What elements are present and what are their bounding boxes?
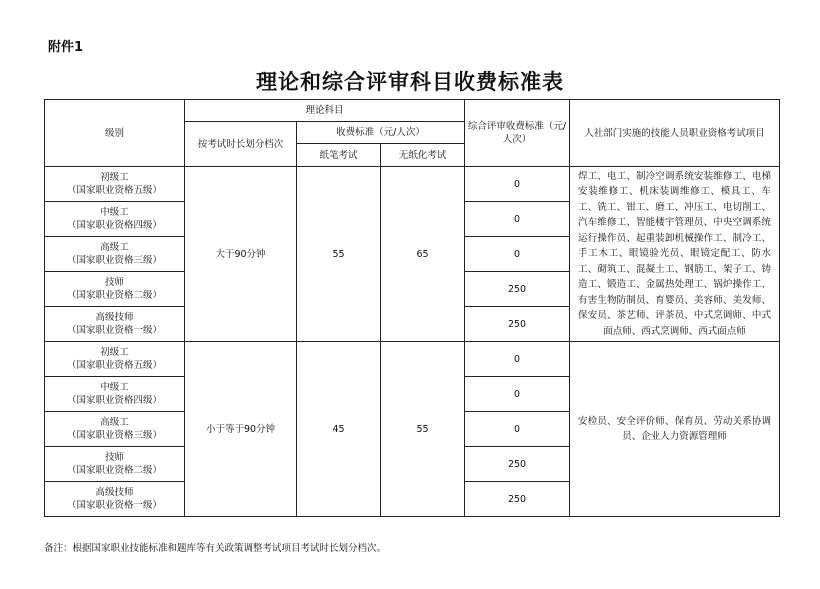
footnote: 备注：根据国家职业技能标准和题库等有关政策调整考试项目考试时长划分档次。 bbox=[44, 543, 387, 554]
header-duration: 按考试时长划分档次 bbox=[185, 122, 297, 167]
jobs-cell: 安检员、安全评价师、保育员、劳动关系协调员、企业人力资源管理师 bbox=[570, 342, 780, 517]
level-cell: 高级技师 （国家职业资格一级） bbox=[45, 307, 185, 342]
header-jobs: 人社部门实施的技能人员职业资格考试项目 bbox=[570, 100, 780, 167]
header-row-1 bbox=[45, 100, 780, 122]
paper-fee-cell: 45 bbox=[297, 342, 381, 517]
jobs-cell: 焊工、电工、制冷空调系统安装维修工、电梯安装维修工、机床装调维修工、模具工、车工、铣工、钳工、磨工、冲压工、电切削工、汽车维修工、智能楼宇管理员、中央空调系统运行操作员、起重装卸机械操作工、制冷工、手工木工、眼镜验光员、眼镜定配工、防水工、砌筑工、混凝土工、钢筋工、架子工、铸造工、锻造工、金属热处理工、锅炉操作工、有害生物防制员、育婴员、美容师、美发师、保安员、茶艺师、评茶员、中式烹调师、中式面点师、西式烹调师、西式面点师 bbox=[570, 167, 780, 342]
review-fee-cell: 250 bbox=[465, 272, 570, 307]
paper-fee-cell: 55 bbox=[297, 167, 381, 342]
page-title: 理论和综合评审科目收费标准表 bbox=[256, 69, 564, 94]
table-row bbox=[45, 167, 780, 202]
fee-table bbox=[44, 99, 780, 517]
review-fee-cell: 0 bbox=[465, 237, 570, 272]
header-level: 级别 bbox=[45, 100, 185, 167]
level-cell: 技师 （国家职业资格二级） bbox=[45, 272, 185, 307]
header-review-fee: 综合评审收费标准（元/人次） bbox=[465, 100, 570, 167]
paperless-fee-cell: 65 bbox=[381, 167, 465, 342]
level-cell: 高级工 （国家职业资格三级） bbox=[45, 412, 185, 447]
review-fee-cell: 250 bbox=[465, 447, 570, 482]
review-fee-cell: 250 bbox=[465, 482, 570, 517]
level-cell: 初级工 （国家职业资格五级） bbox=[45, 342, 185, 377]
review-fee-cell: 0 bbox=[465, 412, 570, 447]
header-paper: 纸笔考试 bbox=[297, 144, 381, 167]
level-cell: 初级工 （国家职业资格五级） bbox=[45, 167, 185, 202]
duration-cell: 大于90分钟 bbox=[185, 167, 297, 342]
level-cell: 高级技师 （国家职业资格一级） bbox=[45, 482, 185, 517]
level-cell: 高级工 （国家职业资格三级） bbox=[45, 237, 185, 272]
review-fee-cell: 0 bbox=[465, 342, 570, 377]
review-fee-cell: 0 bbox=[465, 377, 570, 412]
paperless-fee-cell: 55 bbox=[381, 342, 465, 517]
table-row bbox=[45, 342, 780, 377]
review-fee-cell: 0 bbox=[465, 167, 570, 202]
duration-cell: 小于等于90分钟 bbox=[185, 342, 297, 517]
header-fee-standard: 收费标准（元/人次） bbox=[297, 122, 465, 144]
header-theory: 理论科目 bbox=[185, 100, 465, 122]
review-fee-cell: 250 bbox=[465, 307, 570, 342]
attachment-label: 附件1 bbox=[48, 40, 84, 55]
level-cell: 中级工 （国家职业资格四级） bbox=[45, 202, 185, 237]
header-paperless: 无纸化考试 bbox=[381, 144, 465, 167]
level-cell: 技师 （国家职业资格二级） bbox=[45, 447, 185, 482]
level-cell: 中级工 （国家职业资格四级） bbox=[45, 377, 185, 412]
review-fee-cell: 0 bbox=[465, 202, 570, 237]
